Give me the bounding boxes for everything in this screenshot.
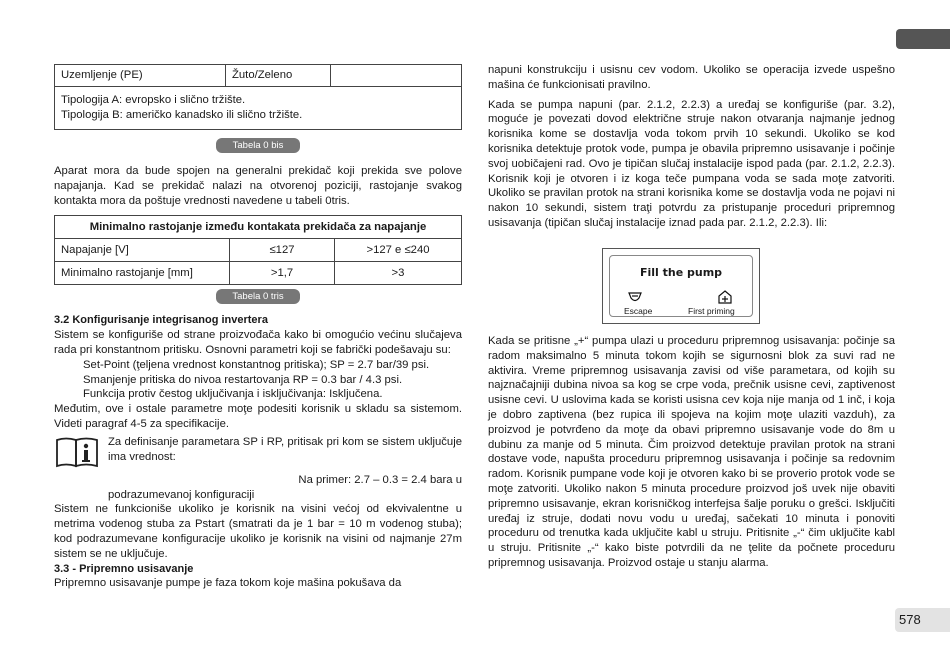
distance-table [54, 215, 462, 285]
paragraph: Kada se pritisne „+“ pumpa ulazi u proceduru pripremnog usisavanja: počinje sa radom maksimalno 5 minuta tokom kojih se sigurnosni blok za suvi rad ne aktivira. Vreme pripremnog usisavanja zavisi od više parametara, od kojih su najznačajniji dubina nivoa sa kog se crpe voda, prečnik usisne cevi, zaptivenost usisne cevi. U uslovima kada se koristi usisna cev koja nije manja od 1 inč, i koja je dobro zaptivena (bez rupica ili spojeva na kojim moţe ulaziti vazduh), za proizvod je potvrđeno da moţe da obavi pripremno usisavanje vode do 8m u dubinu za manje od 5 minuta. Čim proizvod detektuje pravilan protok na strani dostave vode, napušta proceduru pripremnog usisavanja i počinje sa redovnim radom. Korisnik pumpane vode koji je otvoren kako bi se proverio protok vode se moţe zatvoriti. Ukoliko nakon 5 minuta procedure proizvod još uvek nije obaviti pripremno usisavanje, ekran korisničkog interfejsa šalje poruku o grešci. Isključiti uređaj iz struje, dodati novu vodu u uređaj, sačekati 10 minuta i ponoviti proceduru od trenutka kada uključite kabl u struju. Pritisnite „-“ čim uključite kabl u struju. Pritisnite „-“ kako biste potvrdili da ne ţelite da počnete proceduru pripremnog usisavanja. Proizvod ostaje u stanju alarma. [488, 335, 895, 569]
screen-title: Fill the pump [639, 266, 723, 279]
table-cell: Uzemljenje (PE) [55, 65, 226, 87]
table-cell: Minimalno rastojanje [mm] [55, 262, 230, 285]
info-note [54, 435, 462, 469]
table-cell [331, 65, 462, 87]
typology-cell [55, 87, 462, 130]
grounding-table [54, 64, 462, 130]
paragraph: Kada se pumpa napuni (par. 2.1.2, 2.2.3) a uređaj se konfiguriše (par. 3.2), moguće je povezati dovod električne struje nakon otvaranja najmanje jednog korisnika kome se dostavlja voda tokom prvih 10 sekundi. Ukoliko se kod korisnika detektuje protok vode, pumpa je obavila pripremno usisavanje i počinje svoj uobičajeni rad. Ovo je tipičan slučaj instalacije ispod pada (par. 2.1.2, 2.2.3). Korisnik koji je otvoren i iz koga teče pumpana voda se sada moţe zatvoriti. Ukoliko se pravilan protok na strani korisnika kome se dostavlja voda ne pojavi ni nakon 10 sekundi, sistem traţi potvrdu za pristupanje proceduri pripremnog usisavanja (tipičan slučaj instalacije iznad pada par. 2.1.2, 2.2.3). Ili: [488, 98, 895, 229]
table-cell: >127 e ≤240 [335, 239, 462, 262]
list-item: Funkcija protiv čestog uključivanja i isključivanja: Isključena. [83, 388, 383, 401]
book-info-icon [54, 435, 100, 469]
left-column [54, 64, 462, 591]
paragraph: napuni konstrukciju i usisnu cev vodom. Ukoliko se operacija izvede uspešno mašina će funkcionisati pravilno. [488, 64, 895, 91]
section-heading: 3.2 Konfigurisanje integrisanog invertera [54, 314, 268, 327]
minus-circle-icon [628, 290, 642, 304]
typology-text: Tipologija A: evropsko i slično tržište. Tipologija B: američko kanadsko ili slično tržište. [61, 94, 303, 121]
info-text: Za definisanje parametara SP i RP, pritisak pri kom se sistem uključuje ima vrednost: [108, 435, 462, 463]
list-item: Set-Point (ţeljena vrednost konstantnog pritiska); SP = 2.7 bar/39 psi. [83, 358, 430, 371]
page-number: 578 [895, 608, 950, 632]
parameter-list [54, 358, 462, 402]
paragraph: Sistem se konfiguriše od strane proizvođača kako bi omogućio većinu slučajeva rada pri konstantnom pritisku. Osnovni parametri koji se fabrički podešavaju su: [54, 329, 462, 356]
table-cell: Žuto/Zeleno [226, 65, 331, 87]
paragraph: Pripremno usisavanje pumpe je faza tokom koje mašina pokušava da [54, 577, 402, 590]
display-panel [609, 255, 753, 317]
right-column [488, 63, 895, 231]
plus-circle-icon [718, 290, 732, 304]
paragraph: Aparat mora da bude spojen na generalni prekidač koji prekida sve polove napajanja. Kad se prekidač nalazi na otvorenoj poziciji, rastojanje svakog kontakta mora da poštuje vrednosti navedene u tabeli 0tris. [54, 165, 462, 207]
paragraph: Sistem ne funkcioniše ukoliko je korisnik na visini većoj od ekvivalentne u metrima vodenog stuba za Pstart (smatrati da je 1 bar = 10 m vodenog stuba); kod podrazumevane konfiguracije ukoliko je korisnik na visini od najmanje 27m sistem se ne uključuje. [54, 503, 462, 560]
table-cell: >1,7 [230, 262, 335, 285]
info-example: Na primer: 2.7 – 0.3 = 2.4 bara u [298, 473, 462, 486]
table-header: Minimalno rastojanje između kontakata prekidača za napajanje [55, 216, 462, 239]
info-example-cont: podrazumevanoj konfiguraciji [108, 488, 255, 501]
paragraph: Međutim, ove i ostale parametre moţe podesiti korisnik u skladu sa sistemom. Videti paragraf 4-5 za specifikacije. [54, 403, 462, 430]
list-item: Smanjenje pritiska do nivoa restartovanja RP = 0.3 bar / 4.3 psi. [83, 373, 403, 386]
table-caption: Tabela 0 bis [216, 138, 300, 153]
display-screen-figure [602, 248, 760, 324]
first-priming-label: First priming [688, 306, 735, 316]
table-caption: Tabela 0 tris [216, 289, 300, 304]
table-cell: >3 [335, 262, 462, 285]
right-column-lower [488, 334, 895, 571]
section-heading: 3.3 - Pripremno usisavanje [54, 562, 194, 575]
escape-label: Escape [624, 306, 653, 316]
table-cell: ≤127 [230, 239, 335, 262]
table-cell: Napajanje [V] [55, 239, 230, 262]
chapter-tab-marker [896, 29, 950, 49]
